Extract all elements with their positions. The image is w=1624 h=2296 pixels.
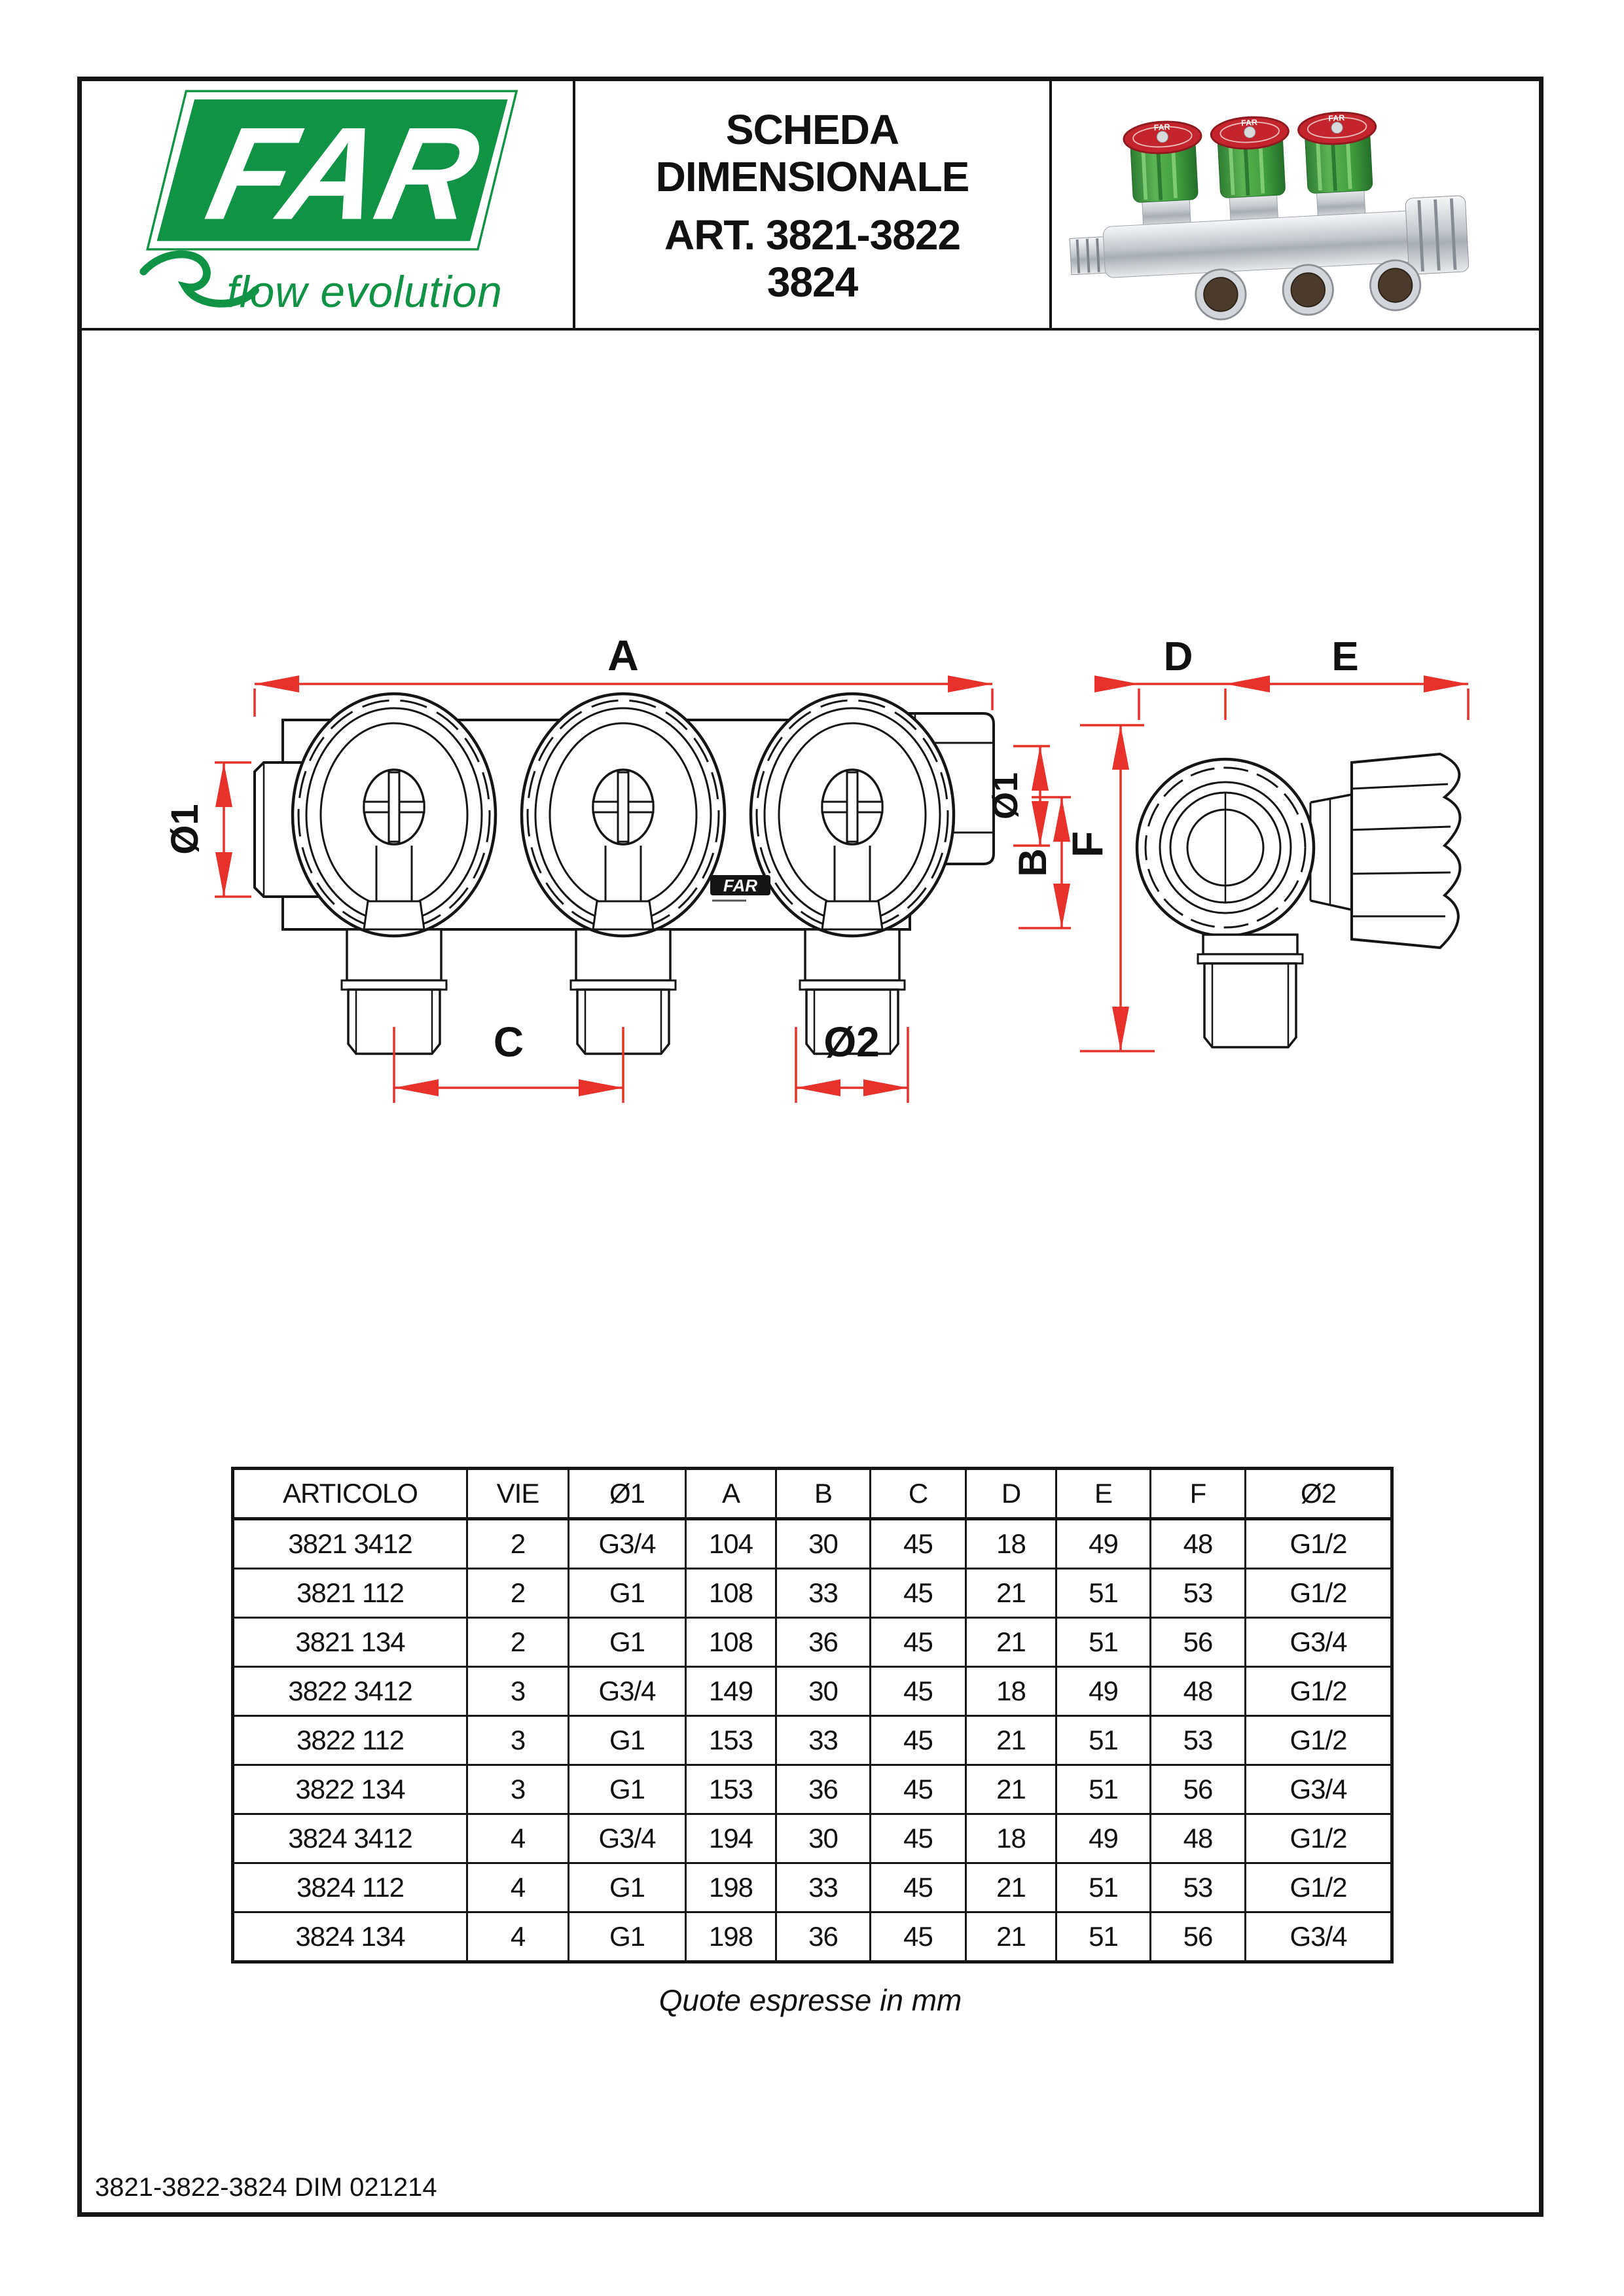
table-cell: 53 [1151,1716,1246,1765]
table-body [233,1519,1392,1962]
table-cell: 3821 134 [233,1618,467,1667]
table-cell: 56 [1151,1765,1246,1814]
table-cell: 45 [871,1569,966,1618]
table-cell: 2 [467,1618,569,1667]
table-row [233,1618,1392,1667]
footer-code: 3821-3822-3824 DIM 021214 [95,2173,437,2202]
table-cell: 36 [776,1618,871,1667]
knob-cap-label: FAR [1240,117,1258,128]
table-cell: 36 [776,1912,871,1962]
table-cell: 2 [467,1519,569,1569]
table-cell: G3/4 [1246,1912,1392,1962]
front-view [255,694,994,1054]
table-cell: 4 [467,1814,569,1863]
table-cell: 3822 134 [233,1765,467,1814]
table-cell: 30 [776,1667,871,1716]
table-header-cell: F [1151,1469,1246,1519]
title-line-3: ART. 3821-3822 [664,211,961,259]
table-cell: 45 [871,1667,966,1716]
product-photo-cell [1052,81,1539,331]
table-cell: 45 [871,1716,966,1765]
table-cell: G1 [569,1569,686,1618]
valve-knob-photo [1210,115,1293,226]
table-row [233,1765,1392,1814]
table-cell: 48 [1151,1814,1246,1863]
table-cell: 3824 3412 [233,1814,467,1863]
table-cell: 198 [686,1863,776,1912]
product-photo [1056,84,1534,328]
table-cell: 21 [966,1618,1056,1667]
table-cell: G3/4 [569,1814,686,1863]
table-cell: 3821 3412 [233,1519,467,1569]
manifold-photo-group [1064,106,1471,327]
table-cell: 56 [1151,1618,1246,1667]
table-cell: 3822 3412 [233,1667,467,1716]
side-knob [1352,754,1460,948]
table-cell: 53 [1151,1863,1246,1912]
table-cell: 48 [1151,1667,1246,1716]
dim-label-C: C [493,1018,524,1066]
knob-cap-label: FAR [1153,122,1170,132]
datasheet-page [77,77,1543,2217]
dim-label-D: D [1163,634,1193,679]
table-cell: 18 [966,1667,1056,1716]
valve-knob [293,694,496,936]
table-cell: 153 [686,1716,776,1765]
table-cell: 21 [966,1569,1056,1618]
table-cell: 49 [1056,1519,1151,1569]
table-header-cell: C [871,1469,966,1519]
table-cell: 49 [1056,1814,1151,1863]
table-cell: 30 [776,1814,871,1863]
table-cell: 45 [871,1814,966,1863]
table-cell: 4 [467,1912,569,1962]
table-cell: 33 [776,1863,871,1912]
table-cell: G3/4 [1246,1618,1392,1667]
table-cell: 45 [871,1863,966,1912]
table-cell: 30 [776,1519,871,1569]
table-cell: 3824 112 [233,1863,467,1912]
table-cell: G1 [569,1863,686,1912]
table-cell: 104 [686,1519,776,1569]
valve-knob-photo [1123,120,1206,230]
table-cell: 108 [686,1618,776,1667]
table-cell: 56 [1151,1912,1246,1962]
valve-knob [522,694,725,936]
table-cell: 4 [467,1863,569,1912]
body-logo-text: FAR [723,876,757,895]
table-cell: 21 [966,1912,1056,1962]
table-row [233,1863,1392,1912]
table-cell: 194 [686,1814,776,1863]
brand-wordmark: FAR [196,99,491,247]
table-cell: 36 [776,1765,871,1814]
table-caption: Quote espresse in mm [659,1983,962,2017]
title-line-4: 3824 [767,258,858,306]
table-cell: 3821 112 [233,1569,467,1618]
far-logo-cell [82,81,575,331]
table-cell: 3 [467,1667,569,1716]
table-row [233,1912,1392,1962]
table-cell: 49 [1056,1667,1151,1716]
table-cell: G1 [569,1765,686,1814]
table-cell: 21 [966,1863,1056,1912]
table-cell: 3 [467,1716,569,1765]
table-header-cell: ARTICOLO [233,1469,467,1519]
table-cell: 51 [1056,1765,1151,1814]
table-header-cell: A [686,1469,776,1519]
brand-tagline: flow evolution [226,267,503,317]
table-header-cell: B [776,1469,871,1519]
table-cell: 3822 112 [233,1716,467,1765]
table-cell: G1/2 [1246,1667,1392,1716]
table-cell: 45 [871,1765,966,1814]
table-cell: 153 [686,1765,776,1814]
dim-label-F: F [1063,831,1111,858]
table-cell: G1/2 [1246,1569,1392,1618]
table-cell: G1/2 [1246,1519,1392,1569]
table-header-row [233,1469,1392,1519]
table-cell: 3 [467,1765,569,1814]
table-cell: 48 [1151,1519,1246,1569]
table-cell: 198 [686,1912,776,1962]
dimensional-drawing [82,331,1539,1469]
table-cell: G1 [569,1716,686,1765]
dim-label-B: B [1011,848,1055,877]
table-cell: 51 [1056,1716,1151,1765]
table-cell: G3/4 [569,1519,686,1569]
title-line-1: SCHEDA [725,105,899,153]
table-row [233,1569,1392,1618]
table-cell: 53 [1151,1569,1246,1618]
table-cell: 51 [1056,1569,1151,1618]
dim-label-A: A [607,631,639,679]
dimension-table [231,1467,1394,1964]
table-row [233,1519,1392,1569]
table-cell: 18 [966,1814,1056,1863]
far-logo [118,84,537,328]
table-cell: G1/2 [1246,1863,1392,1912]
doc-title-cell [575,81,1052,331]
table-cell: 18 [966,1519,1056,1569]
table-header-cell: D [966,1469,1056,1519]
table-header-cell: E [1056,1469,1151,1519]
table-cell: 51 [1056,1912,1151,1962]
table-row [233,1667,1392,1716]
table-cell: G1/2 [1246,1716,1392,1765]
valve-knob [751,694,954,936]
table-cell: G1 [569,1618,686,1667]
table-header-cell: Ø2 [1246,1469,1392,1519]
side-outlet-port [1198,935,1303,1047]
table-cell: 21 [966,1765,1056,1814]
dim-label-O1-right: Ø1 [986,772,1025,820]
photo-outlet [1195,268,1247,320]
table-cell: G3/4 [1246,1765,1392,1814]
dim-label-O2: Ø2 [823,1018,880,1066]
table-cell: 3824 134 [233,1912,467,1962]
table-cell: 51 [1056,1618,1151,1667]
table-cell: 33 [776,1716,871,1765]
photo-outlet [1282,263,1334,315]
header-row [82,81,1539,331]
table-cell: 33 [776,1569,871,1618]
table-cell: 2 [467,1569,569,1618]
table-cell: 45 [871,1912,966,1962]
table-cell: G3/4 [569,1667,686,1716]
side-valve-circle [1137,759,1314,936]
table-cell: 108 [686,1569,776,1618]
valve-knob-photo [1297,111,1380,221]
table-cell: 21 [966,1716,1056,1765]
table-header-cell: Ø1 [569,1469,686,1519]
table-cell: 149 [686,1667,776,1716]
side-view [1137,754,1460,1047]
table-cell: G1/2 [1246,1814,1392,1863]
dim-label-O1-left: Ø1 [164,804,206,855]
table-cell: 45 [871,1519,966,1569]
table-cell: 51 [1056,1863,1151,1912]
table-header-cell: VIE [467,1469,569,1519]
knob-cap-label: FAR [1328,113,1345,123]
table-row [233,1716,1392,1765]
table-cell: G1 [569,1912,686,1962]
table-cell: 45 [871,1618,966,1667]
table-row [233,1814,1392,1863]
title-line-2: DIMENSIONALE [655,153,969,201]
dim-label-E: E [1331,634,1359,679]
